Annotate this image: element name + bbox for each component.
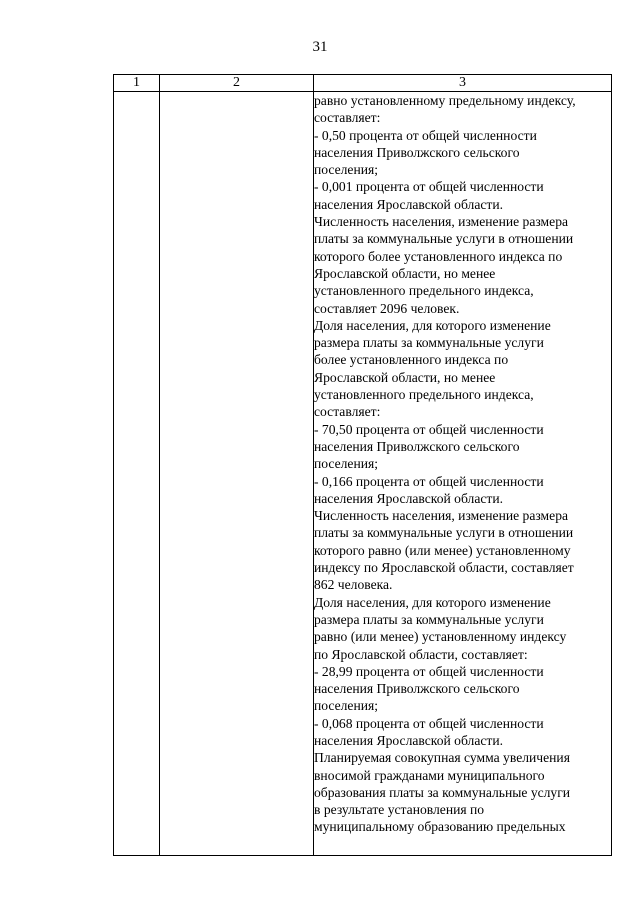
text-line: более установленного индекса по: [314, 352, 509, 368]
page-number: 31: [312, 39, 328, 55]
column-3-cell: [314, 92, 612, 856]
text-line: которого равно (или менее) установленному: [314, 542, 571, 558]
text-line: равно установленному предельному индексу,: [314, 93, 576, 108]
document-table: [113, 74, 612, 856]
text-line: Планируемая совокупная сумма увеличения: [314, 750, 570, 766]
text-line: населения Ярославской области.: [314, 196, 504, 212]
text-line: Ярославской области, но менее: [314, 265, 496, 281]
text-line: Численность населения, изменение размера: [314, 508, 569, 524]
text-line: муниципальному образованию предельных: [314, 819, 566, 835]
text-line: вносимой гражданами муниципального: [314, 767, 545, 783]
text-line: Ярославской области, но менее: [314, 369, 496, 385]
text-line: Численность населения, изменение размера: [314, 214, 569, 230]
text-line: размера платы за коммунальные услуги: [314, 335, 544, 351]
column-header-2: 2: [160, 75, 314, 92]
text-line: образования платы за коммунальные услуги: [314, 784, 571, 800]
table-header-row: [114, 75, 612, 92]
text-line: установленного предельного индекса,: [314, 283, 534, 299]
text-line: - 0,001 процента от общей численности: [314, 179, 544, 195]
text-line: Доля населения, для которого изменение: [314, 594, 551, 610]
text-line: поселения;: [314, 162, 379, 178]
text-line: - 0,166 процента от общей численности: [314, 473, 544, 489]
text-line: составляет:: [314, 404, 381, 420]
text-line: платы за коммунальные услуги в отношении: [314, 525, 574, 541]
column-header-3: 3: [314, 75, 612, 92]
text-line: размера платы за коммунальные услуги: [314, 611, 544, 627]
table-row: [114, 92, 612, 856]
text-line: населения Ярославской области.: [314, 732, 504, 748]
text-line: поселения;: [314, 698, 379, 714]
text-line: составляет:: [314, 110, 381, 126]
text-line: населения Приволжского сельского: [314, 438, 520, 454]
text-line: населения Приволжского сельского: [314, 144, 520, 160]
text-line: - 70,50 процента от общей численности: [314, 421, 544, 437]
column-2-cell: [160, 92, 314, 856]
column-header-1: 1: [114, 75, 160, 92]
text-line: равно (или менее) установленному индексу: [314, 629, 567, 645]
column-1-cell: [114, 92, 160, 856]
text-line: населения Приволжского сельского: [314, 681, 520, 697]
text-line: которого более установленного индекса по: [314, 248, 563, 264]
text-line: поселения;: [314, 456, 379, 472]
text-line: составляет 2096 человек.: [314, 300, 460, 316]
text-line: платы за коммунальные услуги в отношении: [314, 231, 574, 247]
text-line: населения Ярославской области.: [314, 490, 504, 506]
text-line: Доля населения, для которого изменение: [314, 317, 551, 333]
text-line: в результате установления по: [314, 802, 485, 818]
text-line: установленного предельного индекса,: [314, 387, 534, 403]
text-line: 862 человека.: [314, 577, 393, 593]
text-line: - 0,068 процента от общей численности: [314, 715, 544, 731]
text-line: - 28,99 процента от общей численности: [314, 663, 544, 679]
text-line: - 0,50 процента от общей численности: [314, 127, 537, 143]
text-line: индексу по Ярославской области, составляет: [314, 560, 574, 576]
text-line: по Ярославской области, составляет:: [314, 646, 528, 662]
column-3-text: [314, 92, 611, 836]
